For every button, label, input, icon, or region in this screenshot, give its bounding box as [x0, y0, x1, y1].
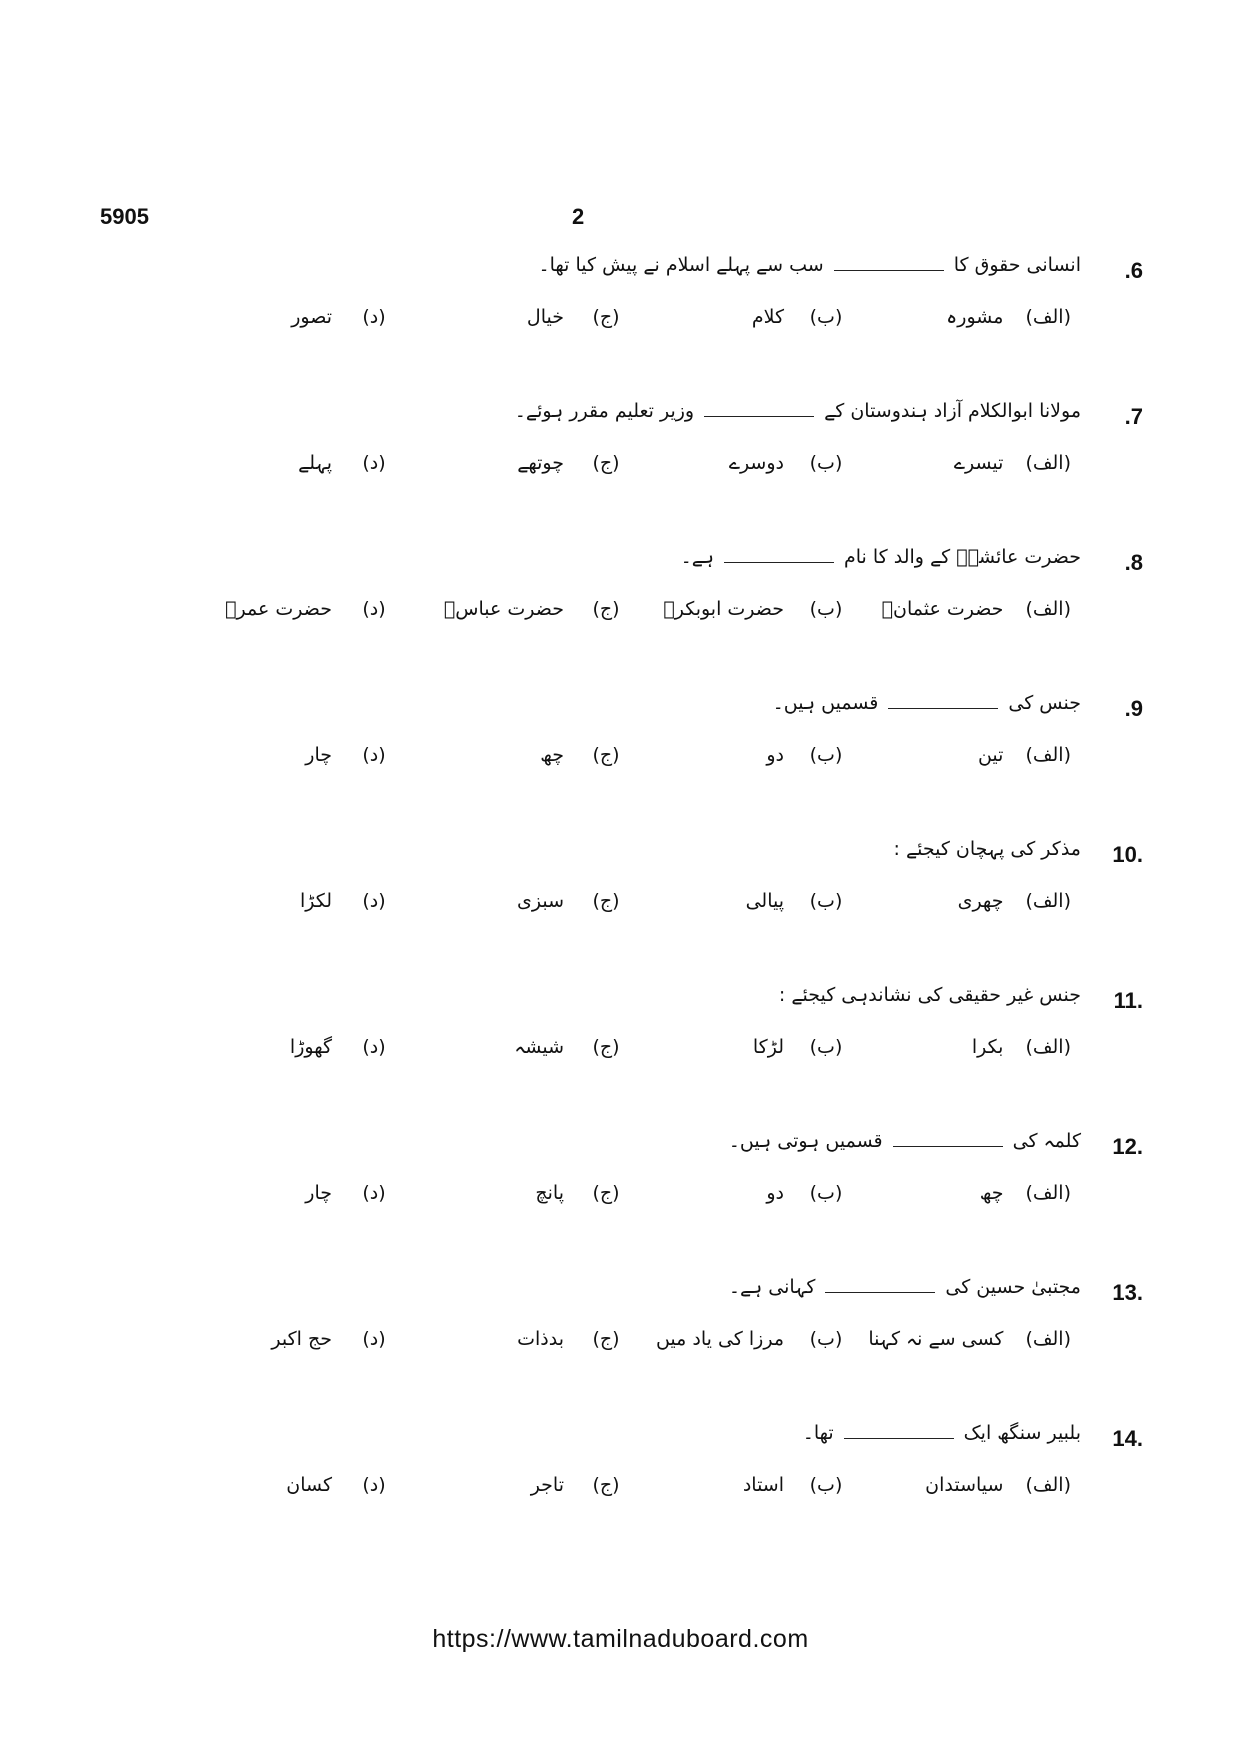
- option-marker: (د): [362, 598, 386, 620]
- option-marker: (د): [362, 452, 386, 474]
- option-text: تین: [977, 744, 1004, 766]
- option-b: [766, 744, 846, 766]
- option-marker: (د): [362, 744, 386, 766]
- question-text: [515, 400, 1081, 422]
- option-marker: (ب): [809, 1036, 843, 1058]
- option-a: [978, 744, 1071, 766]
- option-text: دو: [766, 744, 784, 766]
- option-a: [946, 306, 1071, 328]
- question-text-after: تھا۔: [802, 1422, 834, 1444]
- option-d: [305, 744, 394, 766]
- question-number: .7: [1124, 404, 1143, 429]
- option-marker: (ب): [809, 598, 843, 620]
- option-b: [663, 598, 846, 620]
- question-text: [894, 838, 1081, 860]
- option-text: کسان: [286, 1474, 332, 1496]
- option-marker: (د): [362, 1036, 386, 1058]
- option-marker: (د): [362, 890, 386, 912]
- option-text: خیال: [526, 306, 564, 328]
- option-text: تاجر: [530, 1474, 564, 1496]
- option-b: [766, 1182, 846, 1204]
- answer-blank: [834, 270, 944, 271]
- source-url: https://www.tamilnaduboard.com: [432, 1625, 809, 1653]
- option-text: چار: [305, 744, 332, 766]
- option-marker: (د): [362, 1182, 386, 1204]
- answer-blank: [844, 1438, 954, 1439]
- option-marker: (ب): [809, 1328, 843, 1350]
- option-text: حضرت ابوبکرؓ: [663, 598, 784, 620]
- option-text: پہلے: [298, 452, 332, 474]
- option-text: سبزی: [516, 890, 564, 912]
- question-text-before: بلبیر سنگھ ایک: [963, 1422, 1081, 1444]
- option-text: استاد: [742, 1474, 784, 1496]
- option-d: [225, 598, 394, 620]
- question-14: [0, 1422, 1241, 1546]
- question-text-before: جنس کی: [1008, 692, 1081, 714]
- question-text-before: مولانا ابوالکلام آزاد ہندوستان کے: [824, 400, 1081, 422]
- option-c: [540, 744, 626, 766]
- option-text: دوسرے: [728, 452, 784, 474]
- answer-blank: [724, 562, 834, 563]
- question-text-before: مجتبیٰ حسین کی: [945, 1276, 1081, 1298]
- option-text: گھوڑا: [289, 1036, 332, 1058]
- option-a: [972, 1036, 1071, 1058]
- option-d: [298, 452, 394, 474]
- option-text: لکڑا: [299, 890, 332, 912]
- answer-blank: [704, 416, 814, 417]
- question-text: [729, 1130, 1081, 1152]
- question-text-before: حضرت عائشہؓ کے والد کا نام: [843, 546, 1081, 568]
- option-text: چار: [305, 1182, 332, 1204]
- option-marker: (الف): [1025, 452, 1071, 474]
- option-text: چھ: [540, 744, 564, 766]
- option-c: [444, 598, 626, 620]
- paper-code: 5905: [100, 204, 149, 229]
- option-a: [868, 1328, 1071, 1350]
- answer-blank: [825, 1292, 935, 1293]
- option-a: [958, 890, 1071, 912]
- option-d: [290, 1036, 394, 1058]
- option-c: [527, 306, 626, 328]
- question-text-after: قسمیں ہوتی ہیں۔: [728, 1130, 883, 1152]
- option-text: حضرت عباسؓ: [443, 598, 564, 620]
- option-marker: (د): [362, 1328, 386, 1350]
- option-text: چوتھے: [517, 452, 564, 474]
- question-text-before: کلمہ کی: [1012, 1130, 1081, 1152]
- option-marker: (الف): [1025, 744, 1071, 766]
- question-10: [0, 838, 1241, 962]
- option-b: [743, 1474, 846, 1496]
- question-text-before: انسانی حقوق کا: [953, 254, 1081, 276]
- option-marker: (ج): [592, 1036, 620, 1058]
- option-marker: (ج): [592, 744, 620, 766]
- option-text: بدذات: [517, 1328, 564, 1350]
- option-text: حضرت عثمانؓ: [881, 598, 1004, 620]
- option-text: حج اکبر: [271, 1328, 332, 1350]
- question-text: [803, 1422, 1081, 1444]
- option-b: [746, 890, 846, 912]
- option-marker: (الف): [1025, 890, 1071, 912]
- option-marker: (الف): [1025, 1474, 1071, 1496]
- option-b: [656, 1328, 846, 1350]
- option-marker: (ب): [809, 890, 843, 912]
- question-number: 10.: [1112, 842, 1143, 867]
- option-marker: (ج): [592, 452, 620, 474]
- option-text: پیالی: [745, 890, 784, 912]
- question-number: 14.: [1112, 1426, 1143, 1451]
- option-text: سیاستدان: [925, 1474, 1004, 1496]
- option-text: چھ: [979, 1182, 1004, 1204]
- option-marker: (الف): [1025, 598, 1071, 620]
- option-marker: (ج): [592, 890, 620, 912]
- option-text: حضرت عمرؓ: [225, 598, 332, 620]
- option-marker: (ب): [809, 306, 843, 328]
- option-text: مرزا کی یاد میں: [655, 1328, 784, 1350]
- option-a: [882, 598, 1071, 620]
- question-9: [0, 692, 1241, 816]
- option-text: شیشہ: [514, 1036, 564, 1058]
- option-b: [729, 452, 846, 474]
- option-text: کلام: [751, 306, 784, 328]
- question-text-after: کہانی ہے۔: [728, 1276, 816, 1298]
- option-d: [305, 1182, 394, 1204]
- option-marker: (الف): [1025, 1328, 1071, 1350]
- option-a: [954, 452, 1071, 474]
- question-number: 11.: [1113, 988, 1143, 1013]
- option-c: [514, 1036, 626, 1058]
- option-marker: (ب): [809, 452, 843, 474]
- option-text: کسی سے نہ کہنا: [868, 1328, 1004, 1350]
- question-12: [0, 1130, 1241, 1254]
- question-text-after: قسمیں ہیں۔: [772, 692, 879, 714]
- question-13: [0, 1276, 1241, 1400]
- option-d: [271, 1328, 394, 1350]
- option-c: [531, 1474, 626, 1496]
- option-marker: (الف): [1025, 1182, 1071, 1204]
- question-text-after: ہے۔: [680, 546, 714, 568]
- question-text: [681, 546, 1081, 568]
- option-d: [286, 1474, 394, 1496]
- question-text-after: وزیر تعلیم مقرر ہوئے۔: [514, 400, 695, 422]
- question-text: [538, 254, 1081, 276]
- option-marker: (د): [362, 306, 386, 328]
- option-a: [980, 1182, 1071, 1204]
- option-text: دو: [766, 1182, 784, 1204]
- answer-blank: [888, 708, 998, 709]
- option-marker: (ج): [592, 306, 620, 328]
- question-6: [0, 254, 1241, 378]
- question-text-before: مذکر کی پہچان کیجئے :: [893, 838, 1081, 860]
- option-text: لڑکا: [752, 1036, 784, 1058]
- option-c: [517, 890, 626, 912]
- question-8: [0, 546, 1241, 670]
- option-a: [925, 1474, 1071, 1496]
- option-b: [753, 1036, 846, 1058]
- option-c: [517, 452, 626, 474]
- option-marker: (ب): [809, 1182, 843, 1204]
- page-number: 2: [572, 204, 585, 229]
- option-text: پانچ: [535, 1182, 564, 1204]
- question-text-before: جنس غیر حقیقی کی نشاندہی کیجئے :: [778, 984, 1081, 1006]
- question-number: 13.: [1112, 1280, 1143, 1305]
- option-marker: (ب): [809, 1474, 843, 1496]
- option-text: مشورہ: [946, 306, 1004, 328]
- option-text: چھری: [957, 890, 1004, 912]
- option-d: [291, 306, 394, 328]
- option-b: [752, 306, 846, 328]
- option-c: [535, 1182, 626, 1204]
- question-number: .9: [1124, 696, 1143, 721]
- question-number: 12.: [1112, 1134, 1143, 1159]
- question-7: [0, 400, 1241, 524]
- option-text: بکرا: [971, 1036, 1004, 1058]
- question-text-after: سب سے پہلے اسلام نے پیش کیا تھا۔: [538, 254, 824, 276]
- option-marker: (ج): [592, 598, 620, 620]
- question-number: .8: [1124, 550, 1143, 575]
- question-text: [779, 984, 1081, 1006]
- option-marker: (ج): [592, 1182, 620, 1204]
- option-c: [517, 1328, 626, 1350]
- option-text: تیسرے: [953, 452, 1004, 474]
- option-marker: (د): [362, 1474, 386, 1496]
- question-text: [729, 1276, 1081, 1298]
- option-marker: (ج): [592, 1328, 620, 1350]
- option-marker: (الف): [1025, 1036, 1071, 1058]
- question-number: .6: [1124, 258, 1143, 283]
- option-marker: (الف): [1025, 306, 1071, 328]
- answer-blank: [893, 1146, 1003, 1147]
- option-marker: (ب): [809, 744, 843, 766]
- option-marker: (ج): [592, 1474, 620, 1496]
- question-text: [773, 692, 1081, 714]
- option-text: تصور: [291, 306, 332, 328]
- option-d: [300, 890, 394, 912]
- question-11: [0, 984, 1241, 1108]
